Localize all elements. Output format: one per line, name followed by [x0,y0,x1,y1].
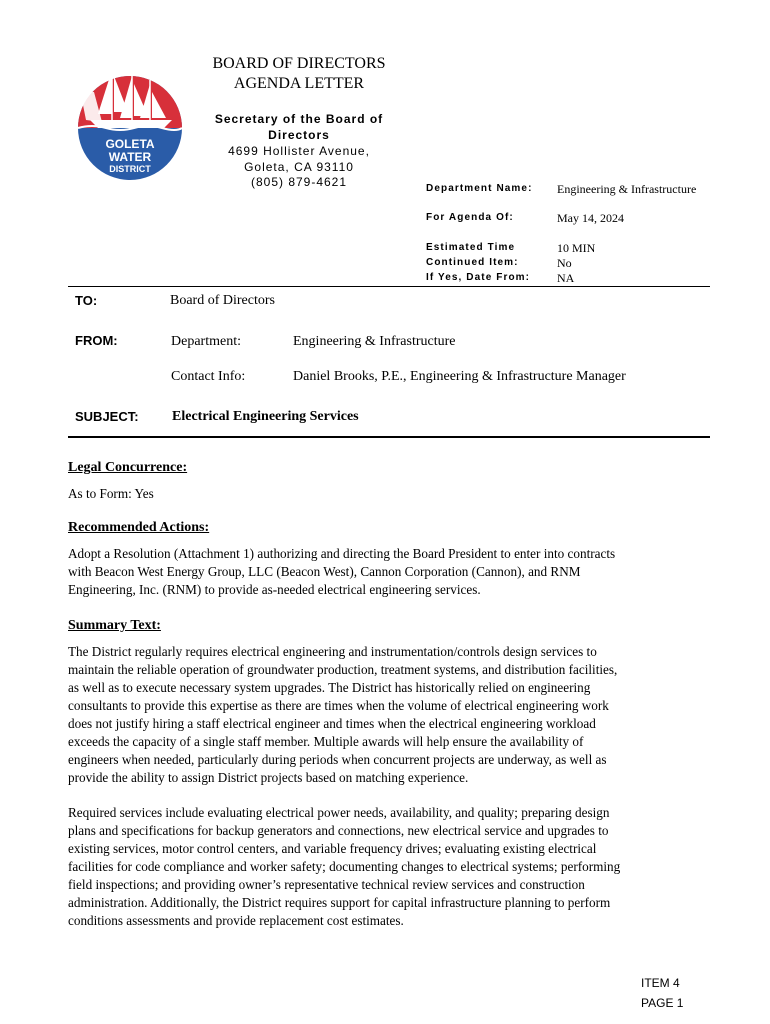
from-department-label: Department: [171,334,241,349]
paragraph-line: Engineering, Inc. (RNM) to provide as-needed electrical engineering services. [68,582,481,597]
paragraph-line: Required services include evaluating electrical power needs, availability, and quality; preparing design [68,805,610,820]
footer-item-number: ITEM 4 [641,976,680,990]
logo-text-line3: DISTRICT [109,164,151,174]
from-department-value: Engineering & Infrastructure [293,334,456,349]
contact-info-value: Daniel Brooks, P.E., Engineering & Infrastructure Manager [293,369,626,384]
estimated-time-value: 10 MIN [557,241,596,255]
paragraph-line: plans and specifications for backup generators and connections, new electrical service and upgrades to [68,823,609,838]
legal-concurrence-heading: Legal Concurrence: [68,460,188,475]
paragraph-line: administration. Additionally, the District requires support for capital infrastructure planning to perform [68,895,611,910]
if-yes-date-value: NA [557,271,575,285]
paragraph-line: as well as to execute necessary system upgrades. The District has historically relied on engineering [68,680,591,695]
header-divider [68,286,710,287]
from-label: FROM: [75,333,118,348]
paragraph-line: exceeds the capacity of a single staff member. Multiple awards will help ensure the availability of [68,734,584,749]
department-name-label: Department Name: [426,183,533,194]
recommended-actions-paragraph [68,545,708,599]
agenda-of-value: May 14, 2024 [557,211,624,225]
paragraph-line: with Beacon West Energy Group, LLC (Beacon West), Cannon Corporation (Cannon), and RNM [68,564,581,579]
letter-title-line2: AGENDA LETTER [233,75,365,92]
paragraph-line: does not justify hiring a staff electrical engineer and times when the electrical engineering workload [68,716,596,731]
subject-value: Electrical Engineering Services [172,409,359,424]
logo-text-line1: GOLETA [105,137,155,151]
recommended-actions-heading: Recommended Actions: [68,520,210,535]
paragraph-line: field inspections; and providing owner’s representative technical review services and construction [68,877,585,892]
paragraph-line: provide the ability to assign District projects based on matching experience. [68,770,469,785]
goleta-water-district-logo [72,62,188,186]
letter-title-line1: BOARD OF DIRECTORS [212,55,386,72]
summary-paragraph-1 [68,643,708,787]
estimated-time-label: Estimated Time [426,242,516,253]
footer-page-number: PAGE 1 [641,996,684,1010]
address-city: Goleta, CA 93110 [244,160,354,174]
paragraph-line: Adopt a Resolution (Attachment 1) authorizing and directing the Board President to enter into contracts [68,546,616,561]
summary-paragraph-2 [68,804,708,930]
subject-label: SUBJECT: [75,409,139,424]
secretary-line1: Secretary of the Board of [214,112,384,126]
continued-item-value: No [557,256,572,270]
department-name-value: Engineering & Infrastructure [557,182,697,196]
if-yes-date-label: If Yes, Date From: [426,272,531,283]
paragraph-line: engineers when needed, particularly during periods when concurrent projects are underway, as well as [68,752,607,767]
continued-item-label: Continued Item: [426,257,519,268]
phone-number: (805) 879-4621 [250,175,348,189]
to-label: TO: [75,293,98,308]
paragraph-line: facilities for code compliance and worker safety; documenting changes to electrical systems; performing [68,859,621,874]
memo-divider [68,436,710,438]
paragraph-line: conditions assessments and provide replacement cost estimates. [68,913,404,928]
logo-text-line2: WATER [108,150,152,164]
secretary-line2: Directors [268,128,330,142]
legal-concurrence-text: As to Form: Yes [68,486,154,501]
contact-info-label: Contact Info: [171,369,246,384]
paragraph-line: maintain the reliable operation of groundwater production, treatment systems, and distribution facilities, [68,662,618,677]
agenda-of-label: For Agenda Of: [426,212,514,223]
paragraph-line: The District regularly requires electrical engineering and instrumentation/controls design services to [68,644,597,659]
to-value: Board of Directors [170,293,275,308]
address-street: 4699 Hollister Avenue, [228,144,370,158]
summary-text-heading: Summary Text: [68,618,161,633]
paragraph-line: consultants to provide this expertise as there are times when the volume of electrical engineering work [68,698,609,713]
paragraph-line: existing services, motor control centers, and variable frequency drives; evaluating existing electrical [68,841,597,856]
